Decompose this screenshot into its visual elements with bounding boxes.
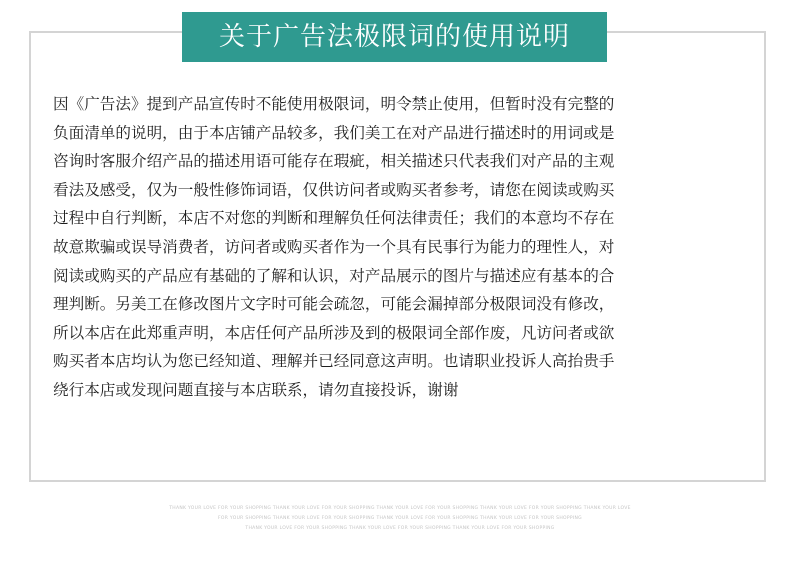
notice-body-line: 故意欺骗或误导消费者，访问者或购买者作为一个具有民事行为能力的理性人，对 (53, 237, 615, 256)
watermark-line: FOR YOUR SHOPPING THANK YOUR LOVE FOR YOUR SHOPPING THANK YOUR LOVE FOR YOUR SHOPPING THANK YOUR LOVE FOR YOUR SHOPPING (218, 516, 582, 521)
notice-body-line: 绕行本店或发现问题直接与本店联系，请勿直接投诉，谢谢 (53, 380, 459, 399)
notice-body-line: 过程中自行判断，本店不对您的判断和理解负任何法律责任；我们的本意均不存在 (53, 209, 615, 228)
watermark-line: THANK YOUR LOVE FOR YOUR SHOPPING THANK YOUR LOVE FOR YOUR SHOPPING THANK YOUR LOVE FOR YOUR SHOPPING THANK YOUR LOVE FOR YOUR SHOPPING THANK YOUR LOVE (169, 506, 631, 511)
watermark-line: THANK YOUR LOVE FOR YOUR SHOPPING THANK YOUR LOVE FOR YOUR SHOPPING THANK YOUR LOVE FOR YOUR SHOPPING (245, 526, 555, 531)
notice-body-line: 看法及感受，仅为一般性修饰词语，仅供访问者或购买者参考，请您在阅读或购买 (53, 180, 615, 199)
notice-title: 关于广告法极限词的使用说明 (182, 12, 607, 62)
notice-body-line: 因《广告法》提到产品宣传时不能使用极限词，明令禁止使用，但暂时没有完整的 (53, 95, 615, 113)
notice-body-line: 理判断。另美工在修改图片文字时可能会疏忽，可能会漏掉部分极限词没有修改， (53, 295, 615, 314)
notice-body-line: 咨询时客服介绍产品的描述用语可能存在瑕疵，相关描述只代表我们对产品的主观 (53, 152, 615, 171)
notice-body (53, 90, 753, 405)
notice-body-line: 负面清单的说明，由于本店铺产品较多，我们美工在对产品进行描述时的用词或是 (53, 123, 615, 142)
thank-you-watermark (150, 504, 650, 534)
notice-body-line: 购买者本店均认为您已经知道、理解并已经同意这声明。也请职业投诉人高抬贵手 (53, 352, 615, 371)
notice-body-line: 阅读或购买的产品应有基础的了解和认识，对产品展示的图片与描述应有基本的合 (53, 266, 615, 285)
notice-body-line: 所以本店在此郑重声明，本店任何产品所涉及到的极限词全部作废，凡访问者或欲 (53, 323, 615, 342)
